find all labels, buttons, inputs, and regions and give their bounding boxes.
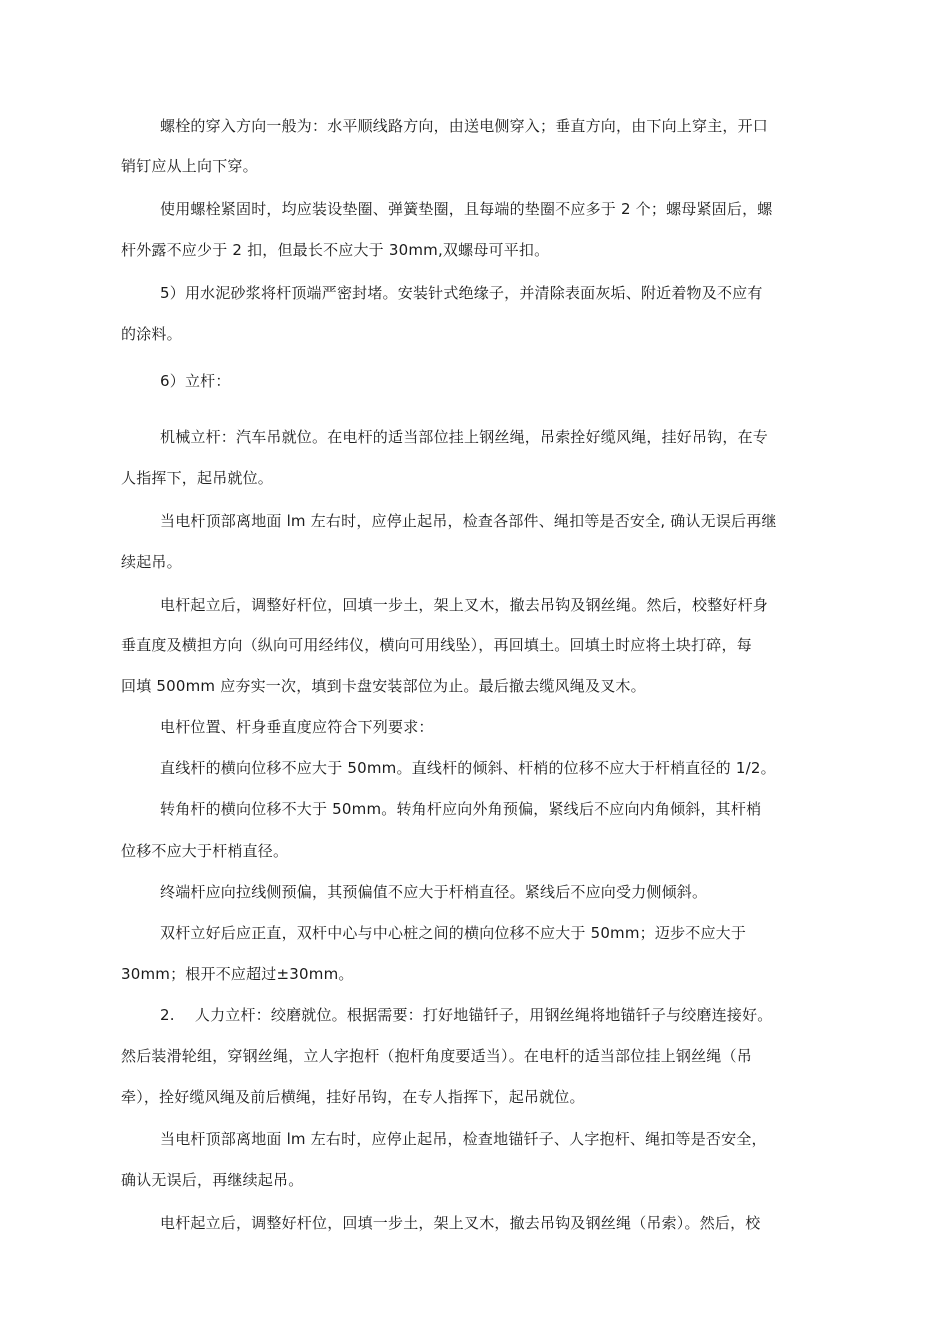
paragraph-line: 直线杆的横向位移不应大于 50mm。直线杆的倾斜、杆梢的位移不应大于杆梢直径的 1/2。: [160, 759, 776, 777]
paragraph-line: 垂直度及横担方向（纵向可用经纬仪，横向可用线坠），再回填土。回填土时应将土块打碎，每: [121, 636, 752, 654]
paragraph-line: 牵），拴好缆风绳及前后横绳，挂好吊钩，在专人指挥下，起吊就位。: [121, 1088, 585, 1106]
paragraph-line: 回填 500mm 应夯实一次，填到卡盘安装部位为止。最后撤去缆风绳及叉木。: [121, 677, 646, 695]
paragraph-line: 当电杆顶部离地面 lm 左右时，应停止起吊，检查地锚钎子、人字抱杆、绳扣等是否安全，: [160, 1130, 767, 1148]
paragraph-line: 续起吊。: [121, 553, 182, 571]
paragraph-line: 当电杆顶部离地面 lm 左右时，应停止起吊，检查各部件、绳扣等是否安全, 确认无误后再继: [160, 512, 777, 530]
paragraph-line: 人指挥下，起吊就位。: [121, 469, 274, 487]
paragraph-line: 电杆起立后，调整好杆位，回填一步土，架上叉木，撤去吊钩及钢丝绳（吊索）。然后，校: [160, 1214, 761, 1232]
paragraph-line: 杆外露不应少于 2 扣，但最长不应大于 30mm,双螺母可平扣。: [121, 241, 550, 259]
section-heading: 6）立杆：: [160, 372, 231, 390]
paragraph-line: 销钉应从上向下穿。: [121, 157, 258, 175]
paragraph-line: 终端杆应向拉线侧预偏，其预偏值不应大于杆梢直径。紧线后不应向受力侧倾斜。: [160, 883, 708, 901]
paragraph-line: 的涂料。: [121, 325, 182, 343]
paragraph-line: 电杆位置、杆身垂直度应符合下列要求：: [160, 718, 434, 736]
paragraph-line: 双杆立好后应正直，双杆中心与中心桩之间的横向位移不应大于 50mm；迈步不应大于: [160, 924, 747, 942]
paragraph-line: 螺栓的穿入方向一般为：水平顺线路方向，由送电侧穿入；垂直方向，由下向上穿主，开口: [160, 117, 769, 135]
paragraph-line: 使用螺栓紧固时，均应装设垫圈、弹簧垫圈，且每端的垫圈不应多于 2 个；螺母紧固后，螺: [160, 200, 773, 218]
paragraph-line: 30mm；根开不应超过±30mm。: [121, 965, 354, 983]
paragraph-line: 机械立杆：汽车吊就位。在电杆的适当部位挂上钢丝绳，吊索拴好缆风绳，挂好吊钩，在专: [160, 428, 769, 446]
paragraph-line: 转角杆的横向位移不大于 50mm。转角杆应向外角预偏，紧线后不应向内角倾斜，其杆梢: [160, 800, 762, 818]
paragraph-line: 然后装滑轮组，穿钢丝绳，立人字抱杆（抱杆角度要适当）。在电杆的适当部位挂上钢丝绳（吊: [121, 1047, 752, 1065]
paragraph-line: 确认无误后，再继续起吊。: [121, 1171, 304, 1189]
paragraph-line: 2. 人力立杆：绞磨就位。根据需要：打好地锚钎子，用钢丝绳将地锚钎子与绞磨连接好。: [160, 1006, 773, 1024]
paragraph-line: 电杆起立后，调整好杆位，回填一步土，架上叉木，撤去吊钩及钢丝绳。然后，校整好杆身: [160, 596, 769, 614]
paragraph-line: 位移不应大于杆梢直径。: [121, 842, 289, 860]
paragraph-line: 5）用水泥砂浆将杆顶端严密封堵。安装针式绝缘子，并清除表面灰垢、附近着物及不应有: [160, 284, 763, 302]
